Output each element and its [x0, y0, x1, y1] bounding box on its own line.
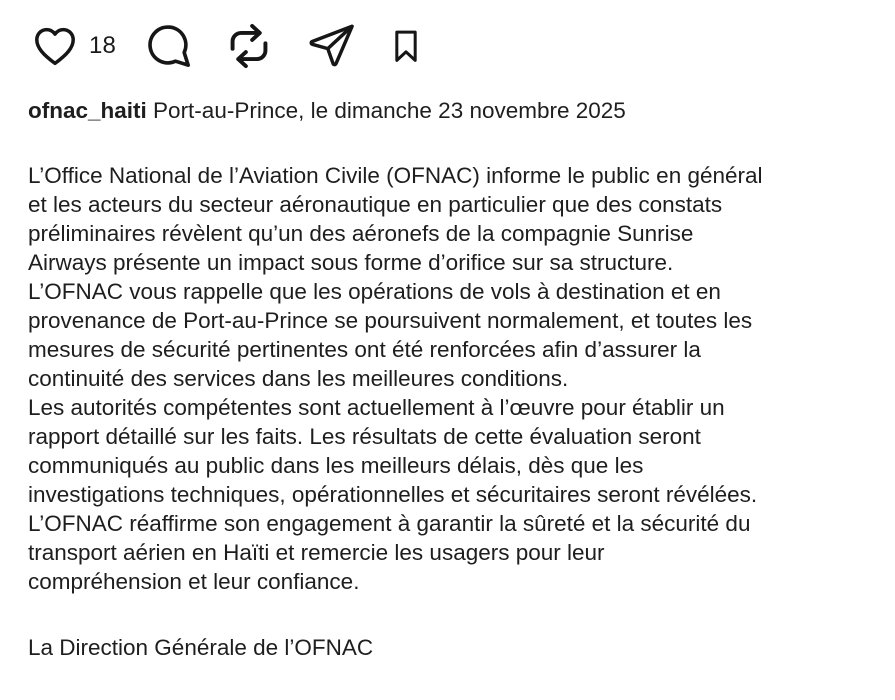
caption-line: L’OFNAC vous rappelle que les opérations de vols à destination et en	[28, 279, 721, 304]
send-icon	[304, 20, 359, 72]
caption-line: préliminaires révèlent qu’un des aéronefs de la compagnie Sunrise	[28, 221, 694, 246]
caption-line: Les autorités compétentes sont actuellement à l’œuvre pour établir un	[28, 395, 725, 420]
repost-button[interactable]	[222, 19, 276, 73]
caption-line: compréhension et leur confiance.	[28, 569, 360, 594]
caption-line: L’OFNAC réaffirme son engagement à garantir la sûreté et la sécurité du	[28, 511, 751, 536]
caption-line: mesures de sécurité pertinentes ont été renforcées afin d’assurer la	[28, 337, 701, 362]
caption-line: et les acteurs du secteur aéronautique en particulier que des constats	[28, 192, 723, 217]
caption-line: investigations techniques, opérationnelles et sécuritaires seront révélées.	[28, 482, 758, 507]
caption-signature: La Direction Générale de l’OFNAC	[28, 635, 374, 660]
like-count[interactable]: 18	[89, 32, 117, 59]
caption-line: L’Office National de l’Aviation Civile (OFNAC) informe le public en général	[28, 163, 763, 188]
caption-body	[28, 161, 867, 596]
comment-icon	[144, 21, 194, 71]
caption-paragraph	[28, 509, 867, 596]
username[interactable]: ofnac_haiti	[28, 98, 147, 123]
share-button[interactable]	[304, 20, 359, 72]
heart-icon	[28, 22, 82, 70]
caption-paragraph	[28, 393, 867, 509]
caption-line: continuité des services dans les meilleures conditions.	[28, 366, 569, 391]
repost-icon	[222, 19, 276, 73]
like-button[interactable]	[28, 22, 116, 70]
action-bar	[28, 20, 867, 72]
caption-header	[28, 96, 867, 125]
caption-line: transport aérien en Haïti et remercie les usagers pour leur	[28, 540, 605, 565]
comment-button[interactable]	[144, 21, 194, 71]
caption	[28, 96, 867, 662]
caption-line: communiqués au public dans les meilleurs délais, dès que les	[28, 453, 644, 478]
caption-line: Airways présente un impact sous forme d’orifice sur sa structure.	[28, 250, 674, 275]
caption-paragraph	[28, 161, 867, 277]
save-button[interactable]	[387, 24, 425, 68]
bookmark-icon	[387, 24, 425, 68]
caption-paragraph	[28, 277, 867, 393]
caption-headline: Port-au-Prince, le dimanche 23 novembre 2025	[153, 98, 626, 123]
caption-line: rapport détaillé sur les faits. Les résultats de cette évaluation seront	[28, 424, 701, 449]
caption-line: provenance de Port-au-Prince se poursuivent normalement, et toutes les	[28, 308, 753, 333]
